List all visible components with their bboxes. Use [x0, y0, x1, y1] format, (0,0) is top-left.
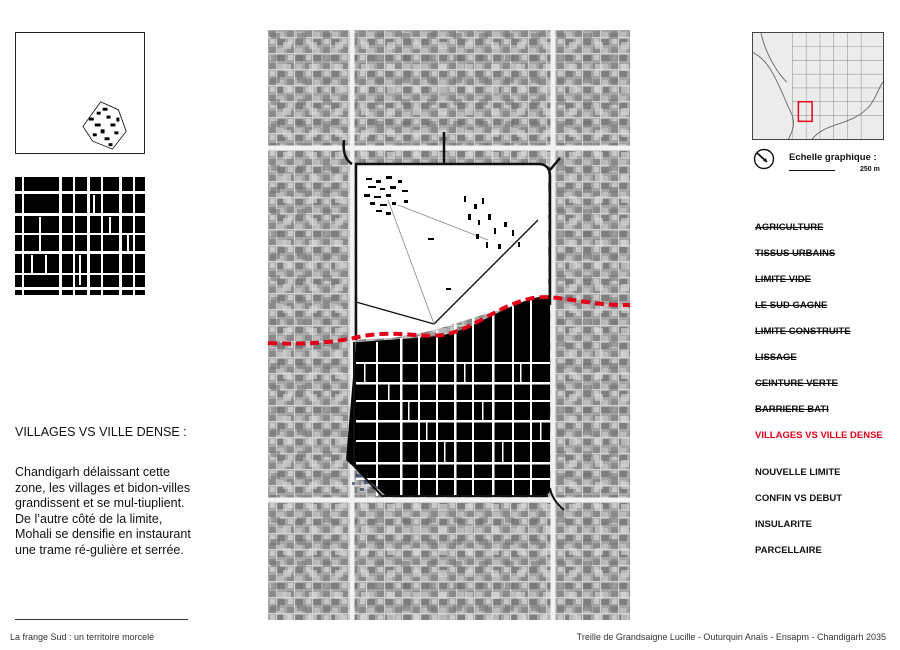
scale-value: 250 m — [860, 166, 880, 173]
north-arrow-icon — [753, 148, 775, 170]
menu-item-label: CEINTURE VERTE — [755, 378, 838, 389]
menu-item-label: PARCELLAIRE — [755, 545, 822, 556]
menu-item-label: LIMITE VIDE — [755, 274, 811, 285]
menu-item-nouvelle-limite[interactable] — [755, 467, 895, 493]
menu-item-villages-vs-ville-dense[interactable] — [755, 430, 895, 467]
menu-item-limite-construite[interactable] — [755, 326, 895, 352]
locator-map — [752, 32, 884, 140]
menu-item-parcellaire[interactable] — [755, 545, 895, 571]
menu-item-label: NOUVELLE LIMITE — [755, 467, 841, 478]
dense-grid-thumbnail — [15, 177, 145, 295]
aerial-map — [268, 30, 630, 620]
menu-item-confin-vs-debut[interactable] — [755, 493, 895, 519]
village-plan-thumbnail — [15, 32, 145, 154]
menu-item-label: BARRIERE BATI — [755, 404, 829, 415]
menu-item-ceinture-verte[interactable] — [755, 378, 895, 404]
menu-item-label: LIMITE CONSTRUITE — [755, 326, 851, 337]
menu-item-lissage[interactable] — [755, 352, 895, 378]
menu-item-agriculture[interactable] — [755, 222, 895, 248]
menu-item-label: LE SUD GAGNE — [755, 300, 828, 311]
menu-item-label: AGRICULTURE — [755, 222, 824, 233]
menu-item-label: CONFIN VS DEBUT — [755, 493, 843, 504]
divider — [15, 619, 188, 620]
menu-item-label: TISSUS URBAINS — [755, 248, 836, 259]
scale-bar — [789, 170, 835, 171]
menu-item-barriere-bati[interactable] — [755, 404, 895, 430]
menu-item-le-sud-gagne[interactable] — [755, 300, 895, 326]
menu-item-limite-vide[interactable] — [755, 274, 895, 300]
chapter-menu — [755, 222, 895, 571]
menu-item-tissus-urbains[interactable] — [755, 248, 895, 274]
footer-credits: Treille de Grandsaigne Lucille - Outurquin Anaïs - Ensapm - Chandigarh 2035 — [576, 632, 886, 642]
section-title: VILLAGES VS VILLE DENSE : — [15, 425, 187, 439]
scale-label: Echelle graphique : — [789, 152, 877, 163]
menu-item-label: LISSAGE — [755, 352, 797, 363]
section-description: Chandigarh délaissant cette zone, les villages et bidon-villes grandissent et se mul-tiuplient. De l’autre côté de la limite, Mohali se densifie en instaurant une trame ré-gulière et serrée. — [15, 465, 191, 557]
menu-item-label: VILLAGES VS VILLE DENSE — [755, 430, 883, 441]
menu-item-label: INSULARITE — [755, 519, 812, 530]
menu-item-insularite[interactable] — [755, 519, 895, 545]
footer-title: La frange Sud : un territoire morcelé — [10, 632, 155, 642]
